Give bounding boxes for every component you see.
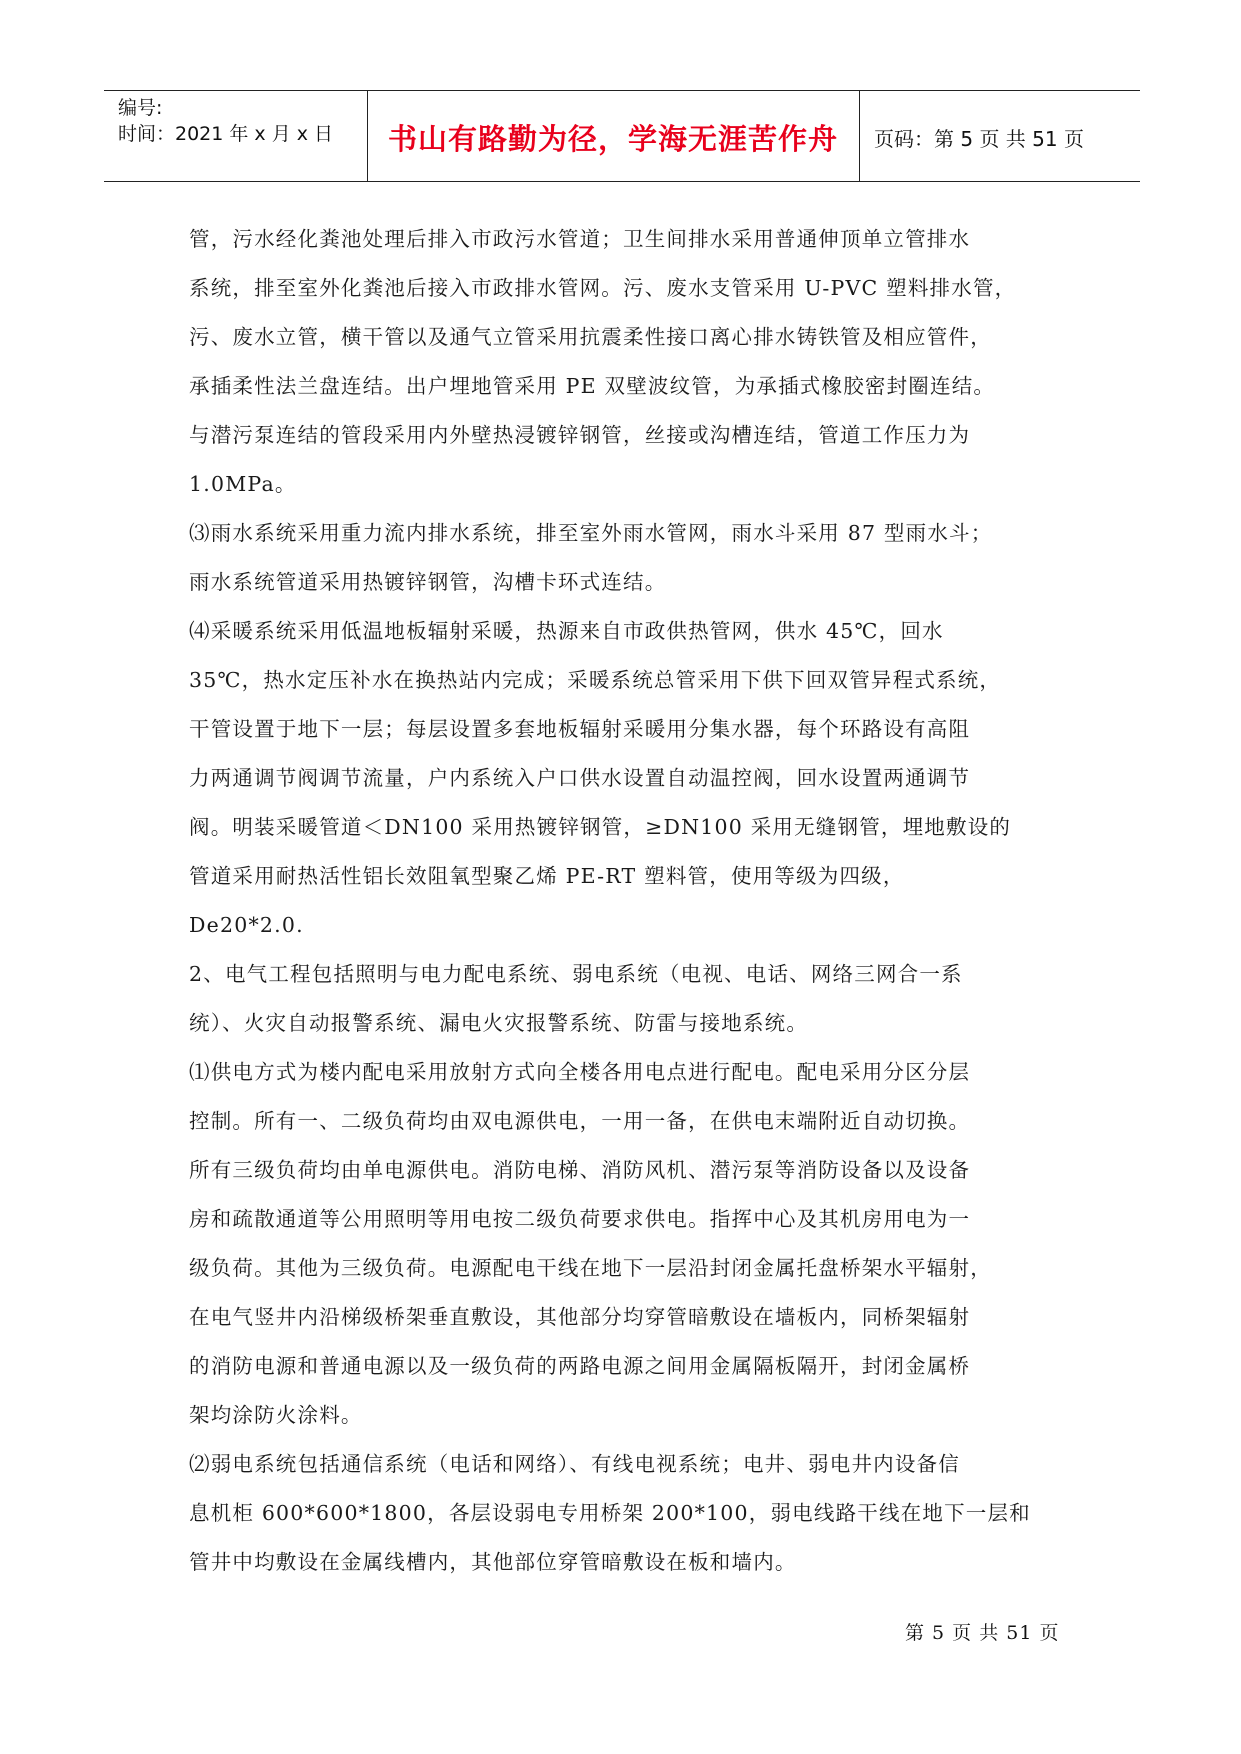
body-line: 管，污水经化粪池处理后排入市政污水管道；卫生间排水采用普通伸顶单立管排水	[189, 227, 971, 251]
body-line: ⑵弱电系统包括通信系统（电话和网络）、有线电视系统；电井、弱电井内设备信	[189, 1452, 960, 1476]
body-line: 雨水系统管道采用热镀锌钢管，沟槽卡环式连结。	[189, 570, 667, 594]
body-line: ⑷采暖系统采用低温地板辐射采暖，热源来自市政供热管网，供水 45℃，回水	[189, 619, 944, 643]
body-line: 所有三级负荷均由单电源供电。消防电梯、消防风机、潜污泵等消防设备以及设备	[189, 1158, 971, 1182]
body-line: 阀。明装采暖管道＜DN100 采用热镀锌钢管，≥DN100 采用无缝钢管，埋地敷设的	[189, 815, 1012, 839]
body-line: De20*2.0.	[189, 913, 304, 937]
header-motto: 书山有路勤为径，学海无涯苦作舟	[387, 121, 838, 156]
body-line: 统）、火灾自动报警系统、漏电火灾报警系统、防雷与接地系统。	[189, 1011, 809, 1035]
document-header	[104, 90, 1140, 182]
body-line: ⑴供电方式为楼内配电采用放射方式向全楼各用电点进行配电。配电采用分区分层	[189, 1060, 971, 1084]
body-line: 管井中均敷设在金属线槽内，其他部位穿管暗敷设在板和墙内。	[189, 1550, 797, 1574]
body-line: 架均涂防火涂料。	[189, 1403, 363, 1427]
body-line: 的消防电源和普通电源以及一级负荷的两路电源之间用金属隔板隔开，封闭金属桥	[189, 1354, 971, 1378]
document-body	[189, 215, 1089, 1587]
body-line: 污、废水立管，横干管以及通气立管采用抗震柔性接口离心排水铸铁管及相应管件，	[189, 325, 992, 349]
body-line: 系统，排至室外化粪池后接入市政排水管网。污、废水支管采用 U-PVC 塑料排水管，	[189, 276, 1017, 300]
header-divider-right	[859, 91, 860, 181]
header-info	[118, 95, 333, 147]
time-label: 时间：2021 年 x 月 x 日	[118, 123, 334, 145]
body-line: 35℃，热水定压补水在换热站内完成；采暖系统总管采用下供下回双管异程式系统，	[189, 668, 1002, 692]
serial-number-label: 编号:	[118, 97, 163, 119]
body-line: 1.0MPa。	[189, 472, 297, 496]
body-line: 控制。所有一、二级负荷均由双电源供电，一用一备，在供电末端附近自动切换。	[189, 1109, 971, 1133]
body-line: 承插柔性法兰盘连结。出户埋地管采用 PE 双壁波纹管，为承插式橡胶密封圈连结。	[189, 374, 996, 398]
body-line: 息机柜 600*600*1800，各层设弱电专用桥架 200*100，弱电线路干线在地下一层和	[189, 1501, 1031, 1525]
body-line: 级负荷。其他为三级负荷。电源配电干线在地下一层沿封闭金属托盘桥架水平辐射，	[189, 1256, 992, 1280]
body-line: 力两通调节阀调节流量，户内系统入户口供水设置自动温控阀，回水设置两通调节	[189, 766, 971, 790]
body-line: 干管设置于地下一层；每层设置多套地板辐射采暖用分集水器，每个环路设有高阻	[189, 717, 971, 741]
body-line: 在电气竖井内沿梯级桥架垂直敷设，其他部分均穿管暗敷设在墙板内，同桥架辐射	[189, 1305, 971, 1329]
header-page-code: 页码：第 5 页 共 51 页	[874, 126, 1084, 151]
body-line: 2、电气工程包括照明与电力配电系统、弱电系统（电视、电话、网络三网合一系	[189, 962, 963, 986]
body-line: 管道采用耐热活性铝长效阻氧型聚乙烯 PE-RT 塑料管，使用等级为四级，	[189, 864, 905, 888]
body-line: 与潜污泵连结的管段采用内外壁热浸镀锌钢管，丝接或沟槽连结，管道工作压力为	[189, 423, 971, 447]
page-footer: 第 5 页 共 51 页	[905, 1622, 1060, 1644]
body-line: 房和疏散通道等公用照明等用电按二级负荷要求供电。指挥中心及其机房用电为一	[189, 1207, 971, 1231]
body-line: ⑶雨水系统采用重力流内排水系统，排至室外雨水管网，雨水斗采用 87 型雨水斗；	[189, 521, 993, 545]
